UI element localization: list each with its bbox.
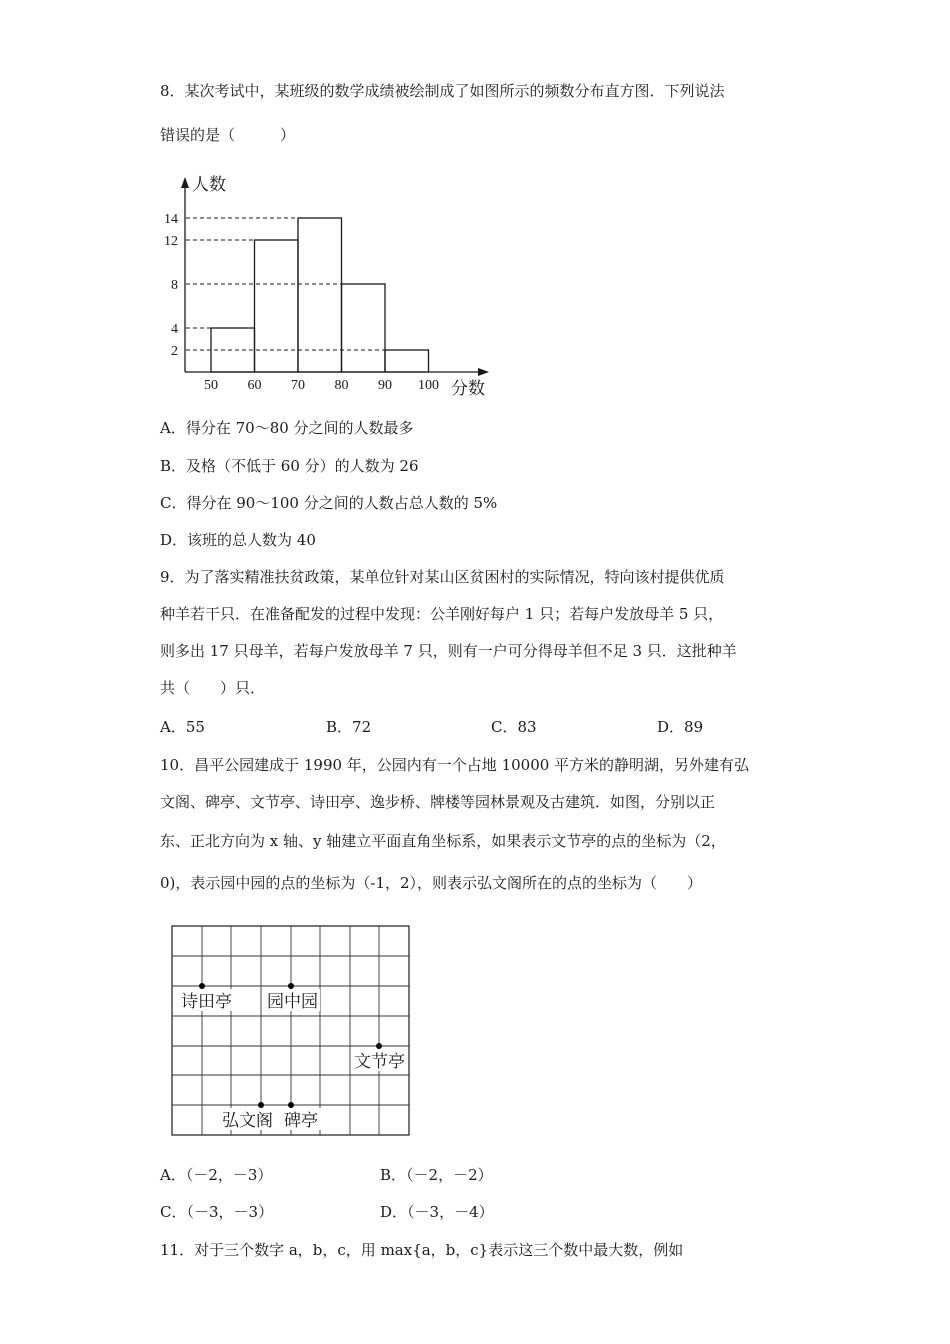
q9-option-b: B．72: [326, 718, 372, 736]
park-grid-map: [165, 920, 415, 1142]
label-yuanzhong: 园中园: [267, 992, 318, 1012]
histogram-bar-60-70: [255, 240, 299, 372]
label-shitian: 诗田亭: [181, 992, 232, 1012]
q8-option-d: D．该班的总人数为 40: [160, 531, 316, 549]
q8-stem-line1: 8．某次考试中，某班级的数学成绩被绘制成了如图所示的频数分布直方图．下列说法: [160, 82, 725, 100]
q9-stem-line3: 则多出 17 只母羊，若每户发放母羊 7 只，则有一户可分得母羊但不足 3 只．这批种羊: [160, 642, 737, 660]
q10-stem-line1: 10．昌平公园建成于 1990 年，公园内有一个占地 10000 平方米的静明湖，另外建有弘: [160, 756, 750, 774]
q11-stem-line1: 11．对于三个数字 a，b，c，用 max{a，b，c}表示这三个数中最大数，例如: [160, 1241, 684, 1259]
label-wenjie: 文节亭: [354, 1052, 405, 1072]
x-tick-label-80: 80: [334, 378, 349, 393]
point-shitian: [199, 983, 205, 989]
y-tick-label-8: 8: [171, 278, 178, 293]
x-tick-label-90: 90: [378, 378, 392, 393]
q9-option-c: C．83: [491, 718, 537, 736]
x-tick-label-70: 70: [291, 378, 305, 393]
histogram-chart: [150, 165, 490, 405]
q10-option-b: B．（－2，－2）: [380, 1166, 493, 1184]
y-tick-label-12: 12: [164, 234, 178, 249]
x-tick-label-50: 50: [204, 378, 218, 393]
histogram-bar-80-90: [342, 284, 386, 372]
y-axis-arrow: [181, 177, 189, 188]
q8-stem-line2: 错误的是（ ）: [160, 126, 296, 144]
x-tick-label-100: 100: [418, 378, 439, 393]
y-tick-label-2: 2: [171, 344, 178, 359]
q9-stem-line2: 种羊若干只．在准备配发的过程中发现：公羊刚好每户 1 只；若每户发放母羊 5 只，: [160, 605, 724, 623]
q9-option-d: D．89: [657, 718, 704, 736]
q10-stem-line3: 东、正北方向为 x 轴、y 轴建立平面直角坐标系，如果表示文节亭的点的坐标为（2，: [160, 832, 726, 850]
x-axis-arrow: [478, 368, 489, 376]
y-tick-label-14: 14: [164, 212, 178, 227]
q10-option-c: C．（－3，－3）: [160, 1203, 274, 1221]
q8-option-c: C．得分在 90～100 分之间的人数占总人数的 5%: [160, 494, 498, 512]
x-axis-label: 分数: [451, 379, 485, 399]
label-beiting: 碑亭: [284, 1111, 318, 1131]
histogram-bar-70-80: [298, 218, 342, 372]
label-hongwen: 弘文阁: [222, 1111, 273, 1131]
x-tick-label-60: 60: [247, 378, 262, 393]
q9-stem-line1: 9．为了落实精准扶贫政策，某单位针对某山区贫困村的实际情况，特向该村提供优质: [160, 568, 725, 586]
q8-option-a: A．得分在 70～80 分之间的人数最多: [160, 419, 414, 437]
point-hongwen: [258, 1102, 264, 1108]
q10-stem-line2: 文阁、碑亭、文节亭、诗田亭、逸步桥、牌楼等园林景观及古建筑．如图，分别以正: [160, 793, 716, 811]
y-tick-label-4: 4: [171, 322, 178, 337]
q10-option-a: A．（－2，－3）: [160, 1166, 273, 1184]
histogram-bar-90-100: [385, 350, 429, 372]
q8-option-b: B．及格（不低于 60 分）的人数为 26: [160, 457, 419, 475]
y-axis-label: 人数: [192, 175, 226, 195]
q9-stem-line4: 共（ ）只．: [160, 679, 266, 697]
point-wenjie: [376, 1043, 382, 1049]
q10-stem-line4: 0)，表示园中园的点的坐标为（-1，2），则表示弘文阁所在的点的坐标为（ ）: [160, 874, 703, 892]
q9-option-a: A．55: [160, 718, 205, 736]
q10-option-d: D．（－3，－4）: [380, 1203, 494, 1221]
point-yuanzhong: [288, 983, 294, 989]
point-beiting: [288, 1102, 294, 1108]
